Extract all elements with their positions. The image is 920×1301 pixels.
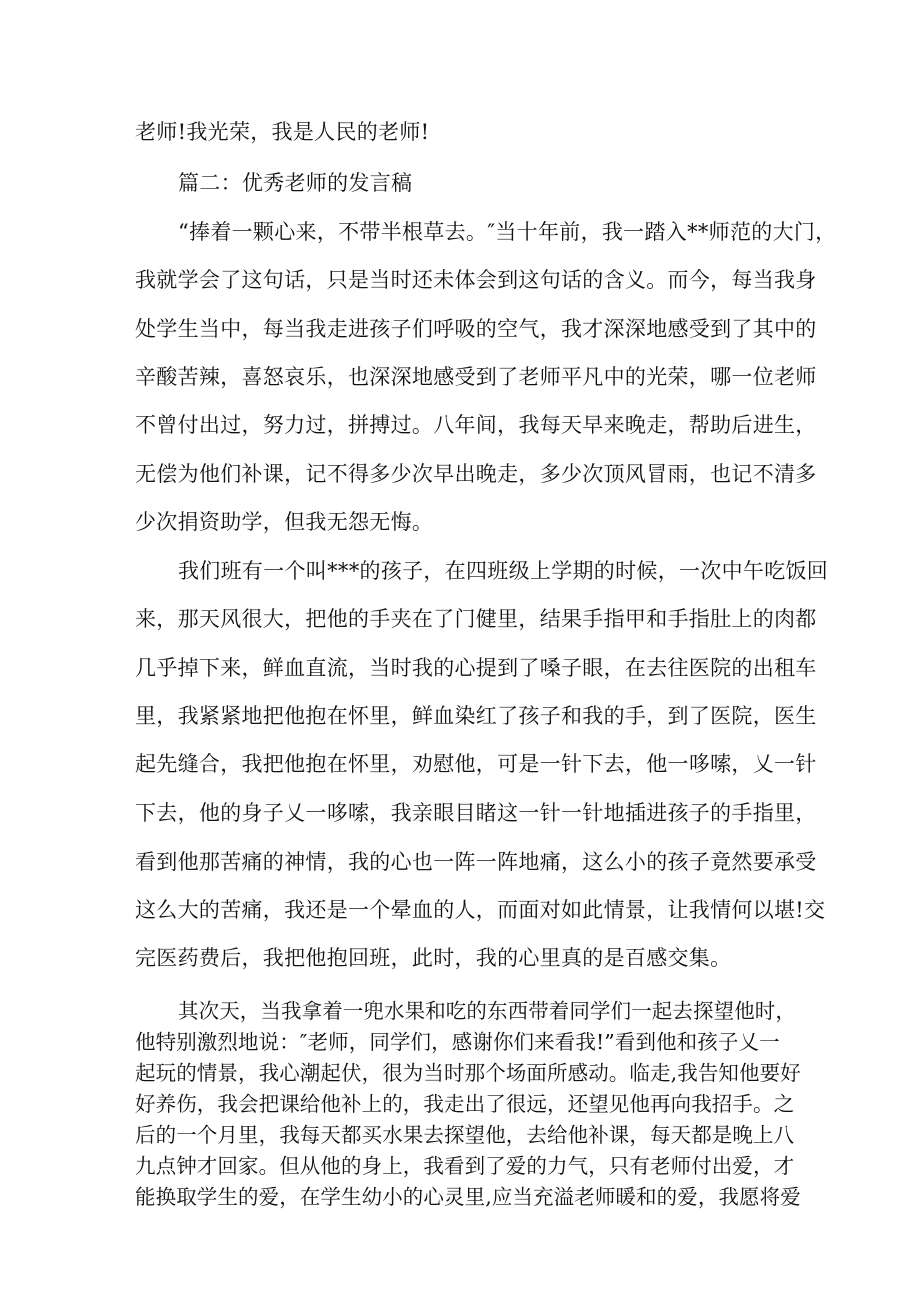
text-line: 起先缝合，我把他抱在怀里，劝慰他，可是一针下去，他一哆嗦，乂一针 [135,752,817,776]
text-line: 少次捐资助学，但我无怨无悔。 [135,510,434,534]
text-line: 其次天，当我拿着一兜水果和吃的东西带着同学们一起去探望他时， [178,999,796,1023]
text-line: 无偿为他们补课，记不得多少次早出晚走，多少次顶风冒雨，也记不清多 [135,462,817,486]
text-line: 他特别激烈地说：″老师，同学们，感谢你们来看我!”看到他和孩子乂一 [135,1030,780,1054]
section-heading: 篇二：优秀老师的发言稿 [178,171,413,195]
text-line: 我们班有一个叫***的孩子，在四班级上学期的时候，一次中午吃饭回 [178,559,829,583]
text-line: 来，那天风很大，把他的手夹在了门健里，结果手指甲和手指肚上的肉都 [135,607,817,631]
text-line: 不曾付出过，努力过，拼搏过。八年间，我每天早来晚走，帮助后进生， [135,413,817,437]
text-line: 起玩的情景，我心潮起伏，很为当时那个场面所感动。临走,我告知他要好 [135,1061,801,1085]
text-line: 好养伤，我会把课给他补上的，我走出了很远，还望见他再向我招手。之 [135,1092,795,1116]
text-line: 辛酸苦辣，喜怒哀乐，也深深地感受到了老师平凡中的光荣，哪一位老师 [135,365,817,389]
text-line: 后的一个月里，我每天都买水果去探望他，去给他补课，每天都是晚上八 [135,1123,795,1147]
text-line: 看到他那苦痛的神情，我的心也一阵一阵地痛，这么小的孩子竟然要承受 [135,850,817,874]
text-line: 九点钟才回家。但从他的身上，我看到了爱的力气，只有老师付出爱，才 [135,1154,795,1178]
text-line: “捧着一颗心来，不带半根草去。″当十年前，我一踏入**师范的大门， [178,220,837,244]
text-line: 完医药费后，我把他抱回班，此时，我的心里真的是百感交集。 [135,946,732,970]
text-line: 处学生当中，每当我走进孩子们呼吸的空气，我才深深地感受到了其中的 [135,317,817,341]
text-line: 这么大的苦痛，我还是一个晕血的人，而面对如此情景，让我情何以堪!交 [135,898,826,922]
text-line: 能换取学生的爱，在学生幼小的心灵里,应当充溢老师暖和的爱，我愿将爱 [135,1185,801,1209]
text-line: 里，我紧紧地把他抱在怀里，鲜血染红了孩子和我的手，到了医院，医生 [135,704,817,728]
text-line: 老师!我光荣，我是人民的老师! [135,120,430,144]
text-line: 下去，他的身子乂一哆嗦，我亲眼目睹这一针一针地插进孩子的手指里， [135,801,817,825]
text-line: 几乎掉下来，鲜血直流，当时我的心提到了嗓子眼，在去往医院的出租车 [135,656,817,680]
text-line: 我就学会了这句话，只是当时还未体会到这句话的含义。而今，每当我身 [135,268,817,292]
